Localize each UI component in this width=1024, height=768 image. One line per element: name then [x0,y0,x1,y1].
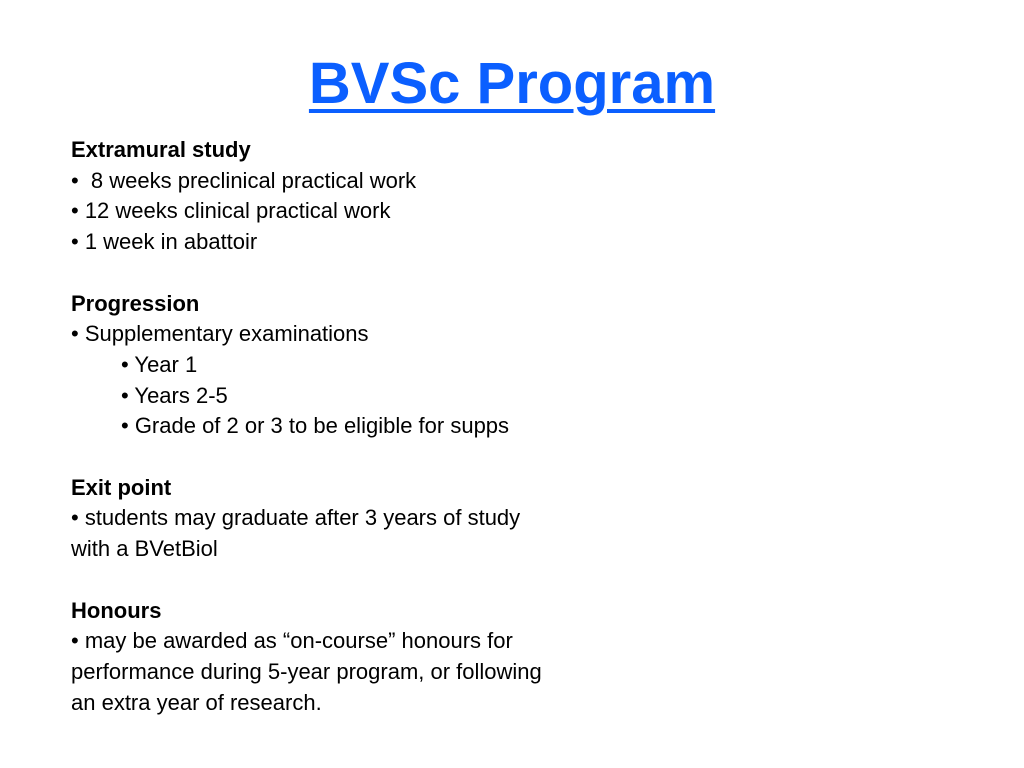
section-extramural-study [71,135,671,258]
sub-bullet-item: • Year 1 [121,351,198,377]
bullet-item: • may be awarded as “on-course” honours for [71,628,513,654]
slide-body [71,135,671,718]
slide-title: BVSc Program [308,51,716,116]
bullet-continuation: performance during 5-year program, or following [71,658,542,684]
bullet-item: • 12 weeks clinical practical work [71,198,391,224]
section-heading: Honours [71,597,162,623]
section-heading: Progression [71,290,200,316]
section-exit-point [71,473,671,565]
bullet-item: • students may graduate after 3 years of study [71,505,521,531]
section-heading: Extramural study [71,137,251,162]
spacer [71,258,671,289]
section-honours [71,596,671,719]
bullet-item: • Supplementary examinations [71,321,369,347]
spacer [71,442,671,473]
bullet-continuation: an extra year of research. [71,689,322,715]
spacer [71,565,671,596]
bullet-item: • 8 weeks preclinical practical work [71,167,417,193]
sub-bullet-item: • Grade of 2 or 3 to be eligible for supps [121,413,510,439]
section-progression [71,289,671,443]
bullet-item: • 1 week in abattoir [71,229,258,255]
bullet-continuation: with a BVetBiol [71,536,218,562]
sub-bullet-item: • Years 2-5 [121,382,228,408]
section-heading: Exit point [71,474,172,500]
